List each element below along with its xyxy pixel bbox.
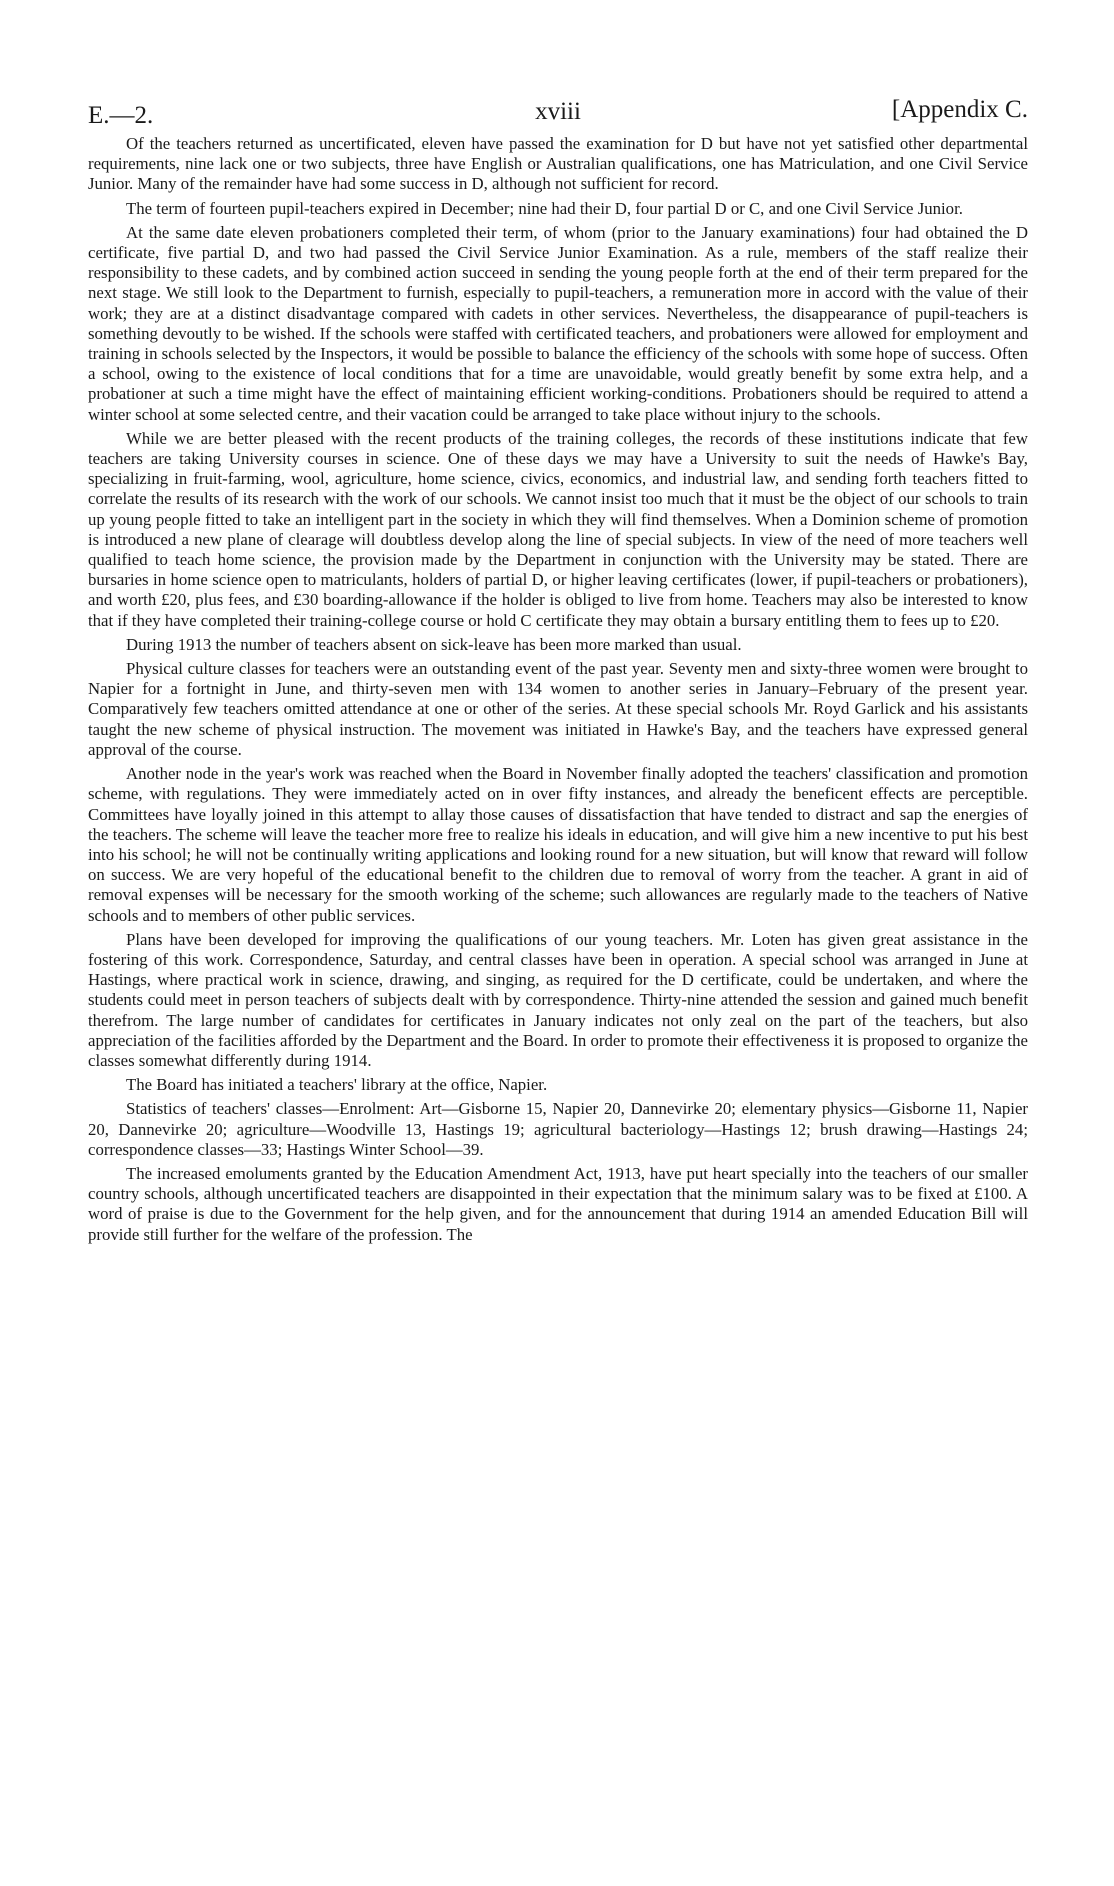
paragraph: The increased emoluments granted by the Education Amendment Act, 1913, have put heart specially into the teachers of our smaller country schools, although uncertificated teachers are disappointed in their expectation that the minimum salary was to be fixed at £100. A word of praise is due to the Government for the help given, and for the announcement that during 1914 an amended Education Bill will provide still further for the welfare of the profession. The: [88, 1163, 1028, 1244]
paragraph: The Board has initiated a teachers' library at the office, Napier.: [126, 1075, 548, 1095]
paragraph: Of the teachers returned as uncertificated, eleven have passed the examination for D but have not yet satisfied other departmental requirements, nine lack one or two subjects, three have English or Australian qualifications, one has Matriculation, and one Civil Service Junior. Many of the remainder have had some success in D, although not sufficient for record.: [88, 134, 1028, 194]
paragraph: Physical culture classes for teachers were an outstanding event of the past year. Seventy men and sixty-three women were brought to Napier for a fortnight in June, and thirty-seven men with 134 women to another series in January–February of the present year. Comparatively few teachers omitted attendance at one or other of the series. At these special schools Mr. Royd Garlick and his assistants taught the new scheme of physical instruction. The movement was initiated in Hawke's Bay, and the teachers have expressed general approval of the course.: [88, 659, 1028, 759]
paragraph: While we are better pleased with the recent products of the training colleges, the records of these institutions indicate that few teachers are taking University courses in science. One of these days we may have a University to suit the needs of Hawke's Bay, specializing in fruit-farming, wool, agriculture, home science, civics, economics, and industrial law, and sending forth teachers fitted to correlate the results of its research with the work of our schools. We cannot insist too much that it must be the object of our schools to train up young people fitted to take an intelligent part in the society in which they will find themselves. When a Dominion scheme of promotion is introduced a new plane of clearage will doubtless develop along the line of special subjects. In view of the need of more teachers well qualified to teach home science, the provision made by the Department in conjunction with the University may be stated. There are bursaries in home science open to matriculants, holders of partial D, or higher leaving certificates (lower, if pupil-teachers or probationers), and worth £20, plus fees, and £30 boarding-allowance if the holder is obliged to live from home. Teachers may also be interested to know that if they have completed their training-college course or hold C certificate they may obtain a bursary entitling them to fees up to £20.: [88, 428, 1028, 630]
paragraph: Statistics of teachers' classes—Enrolment: Art—Gisborne 15, Napier 20, Dannevirke 20; elementary physics—Gisborne 11, Napier 20, Dannevirke 20; agriculture—Woodville 13, Hastings 19; agricultural bacteriology—Hastings 12; brush drawing—Hastings 24; correspondence classes—33; Hastings Winter School—39.: [88, 1099, 1028, 1159]
document-page: [88, 88, 1028, 1249]
page-number: xviii: [535, 98, 581, 125]
paragraph: Plans have been developed for improving the qualifications of our young teachers. Mr. Loten has given great assistance in the fostering of this work. Correspondence, Saturday, and central classes have been in operation. A special school was arranged in June at Hastings, where practical work in science, drawing, and singing, as required for the D certificate, could be undertaken, and where the students could meet in person teachers of subjects dealt with by correspondence. Thirty-nine attended the session and gained much benefit therefrom. The large number of candidates for certificates in January indicates not only zeal on the part of the teachers, but also appreciation of the facilities afforded by the Department and the Board. In order to promote their effectiveness it is proposed to organize the classes somewhat differently during 1914.: [88, 929, 1028, 1070]
paragraph: At the same date eleven probationers completed their term, of whom (prior to the January examinations) four had obtained the D certificate, five partial D, and two had passed the Civil Service Junior Examination. As a rule, members of the staff realize their responsibility to these cadets, and by combined action succeed in sending the young people forth at the end of their term prepared for the next stage. We still look to the Department to furnish, especially to pupil-teachers, a remuneration more in accord with the value of their work; they are at a distinct disadvantage compared with cadets in other services. Nevertheless, the disappearance of pupil-teachers is something devoutly to be wished. If the schools were staffed with certificated teachers, and probationers were allowed for employment and training in schools selected by the Inspectors, it would be possible to balance the efficiency of the schools with some hope of success. Often a school, owing to the existence of local conditions that for a time are unavoidable, would greatly benefit by some extra help, and a probationer at such a time might have the effect of maintaining efficient working-conditions. Probationers should be required to attend a winter school at some selected centre, and their vacation could be arranged to take place without injury to the schools.: [88, 222, 1028, 424]
paragraph: The term of fourteen pupil-teachers expired in December; nine had their D, four partial D or C, and one Civil Service Junior.: [126, 198, 963, 218]
document-body: [88, 134, 1028, 1245]
appendix-label: [Appendix C.: [891, 96, 1028, 123]
document-reference: E.—2.: [88, 102, 154, 129]
page-header: [88, 88, 1028, 134]
paragraph: During 1913 the number of teachers absent on sick-leave has been more marked than usual.: [126, 634, 742, 654]
paragraph: Another node in the year's work was reached when the Board in November finally adopted the teachers' classification and promotion scheme, with regulations. They were immediately acted on in over fifty instances, and already the beneficent effects are perceptible. Committees have loyally joined in this attempt to allay those causes of dissatisfaction that have tended to distract and sap the energies of the teachers. The scheme will leave the teacher more free to realize his ideals in education, and will give him a new incentive to put his best into his school; he will not be continually writing applications and looking round for a new situation, but will know that reward will follow on success. We are very hopeful of the educational benefit to the children due to removal of worry from the teacher. A grant in aid of removal expenses will be necessary for the smooth working of the scheme; such allowances are regularly made to the teachers of Native schools and to members of other public services.: [88, 764, 1028, 925]
